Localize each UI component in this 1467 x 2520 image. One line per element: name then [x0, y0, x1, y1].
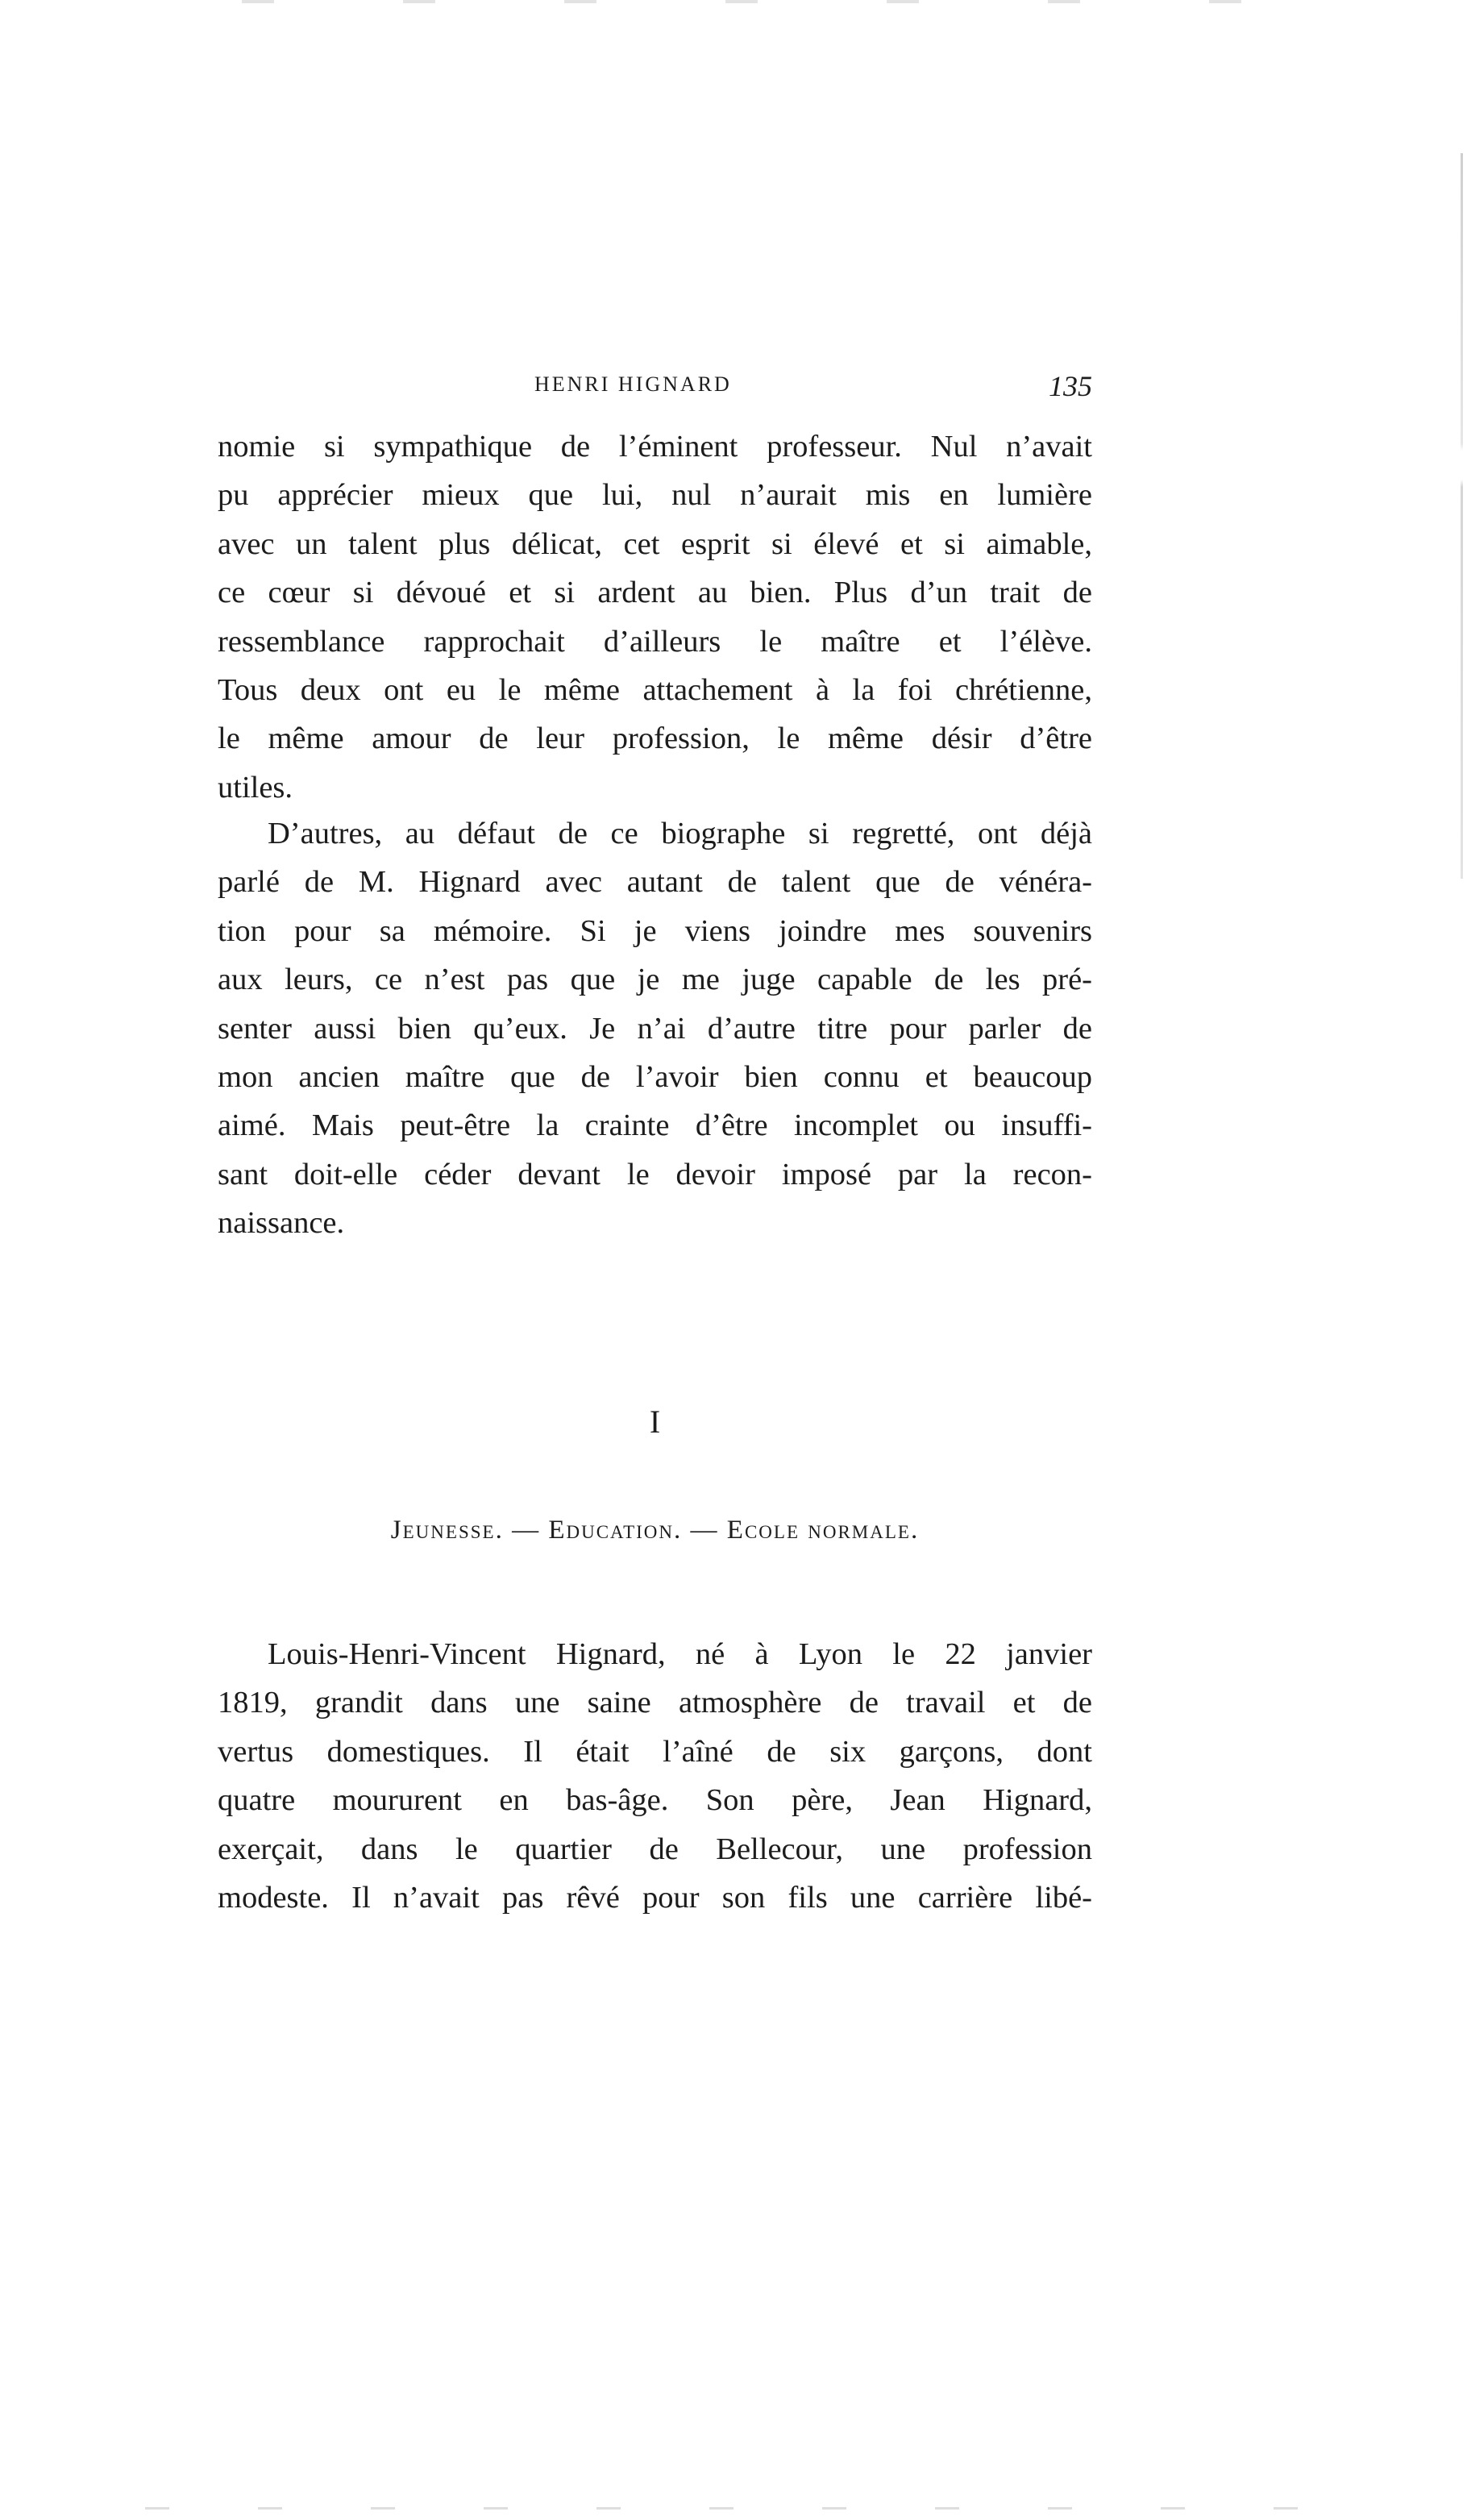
text-line: nomie si sympathique de l’éminent professeur. Nul n’avait [218, 430, 1092, 464]
text-line: Louis-Henri-Vincent Hignard, né à Lyon le 22 janvier [268, 1637, 1092, 1671]
text-line: 1819, grandit dans une saine atmosphère de travail et de [218, 1686, 1092, 1720]
text-line: ce cœur si dévoué et si ardent au bien. Plus d’un trait de [218, 576, 1092, 610]
text-line: parlé de M. Hignard avec autant de talent que de vénéra- [218, 865, 1092, 900]
paragraph-continuation [218, 422, 1092, 812]
text-line: avec un talent plus délicat, cet esprit si élevé et si aimable, [218, 526, 1092, 561]
text-line: naissance. [218, 1206, 345, 1241]
text-line: tion pour sa mémoire. Si je viens joindre mes souvenirs [218, 913, 1092, 948]
text-line: ressemblance rapprochait d’ailleurs le maître et l’élève. [218, 624, 1092, 659]
text-line: aux leurs, ce n’est pas que je me juge capable de les pré- [218, 963, 1092, 997]
text-line: quatre moururent en bas-âge. Son père, Jean Hignard, [218, 1783, 1092, 1818]
section-paragraph [218, 1630, 1092, 1922]
text-line: vertus domestiques. Il était l’aîné de six garçons, dont [218, 1734, 1092, 1769]
scan-artifact-top [242, 0, 1290, 3]
text-line: exerçait, dans le quartier de Bellecour, une profession [218, 1832, 1092, 1866]
paragraph-second [218, 809, 1092, 1248]
text-line: utiles. [218, 770, 293, 805]
text-line: pu apprécier mieux que lui, nul n’aurait mis en lumière [218, 478, 1092, 513]
text-line: D’autres, au défaut de ce biographe si regretté, ont déjà [268, 817, 1092, 850]
scan-artifact-edge-inner [1461, 153, 1463, 879]
text-line: Tous deux ont eu le même attachement à la foi chrétienne, [218, 672, 1092, 707]
text-line: sant doit-elle céder devant le devoir imposé par la recon- [218, 1157, 1092, 1191]
section-number: I [649, 1403, 661, 1440]
page-number: 135 [1049, 370, 1092, 402]
text-line: le même amour de leur profession, le même désir d’être [218, 721, 1092, 756]
section-heading: Jeunesse. — Education. — Ecole normale. [390, 1516, 920, 1545]
text-line: modeste. Il n’avait pas rêvé pour son fils une carrière libé- [218, 1880, 1092, 1915]
scan-artifact-bottom [145, 2507, 1314, 2510]
running-title: HENRI HIGNARD [534, 372, 732, 396]
text-line: mon ancien maître que de l’avoir bien connu et beaucoup [218, 1059, 1092, 1094]
running-header [218, 372, 1092, 405]
text-line: senter aussi bien qu’eux. Je n’ai d’autre titre pour parler de [218, 1011, 1092, 1046]
text-line: aimé. Mais peut-être la crainte d’être incomplet ou insuffi- [218, 1108, 1092, 1143]
